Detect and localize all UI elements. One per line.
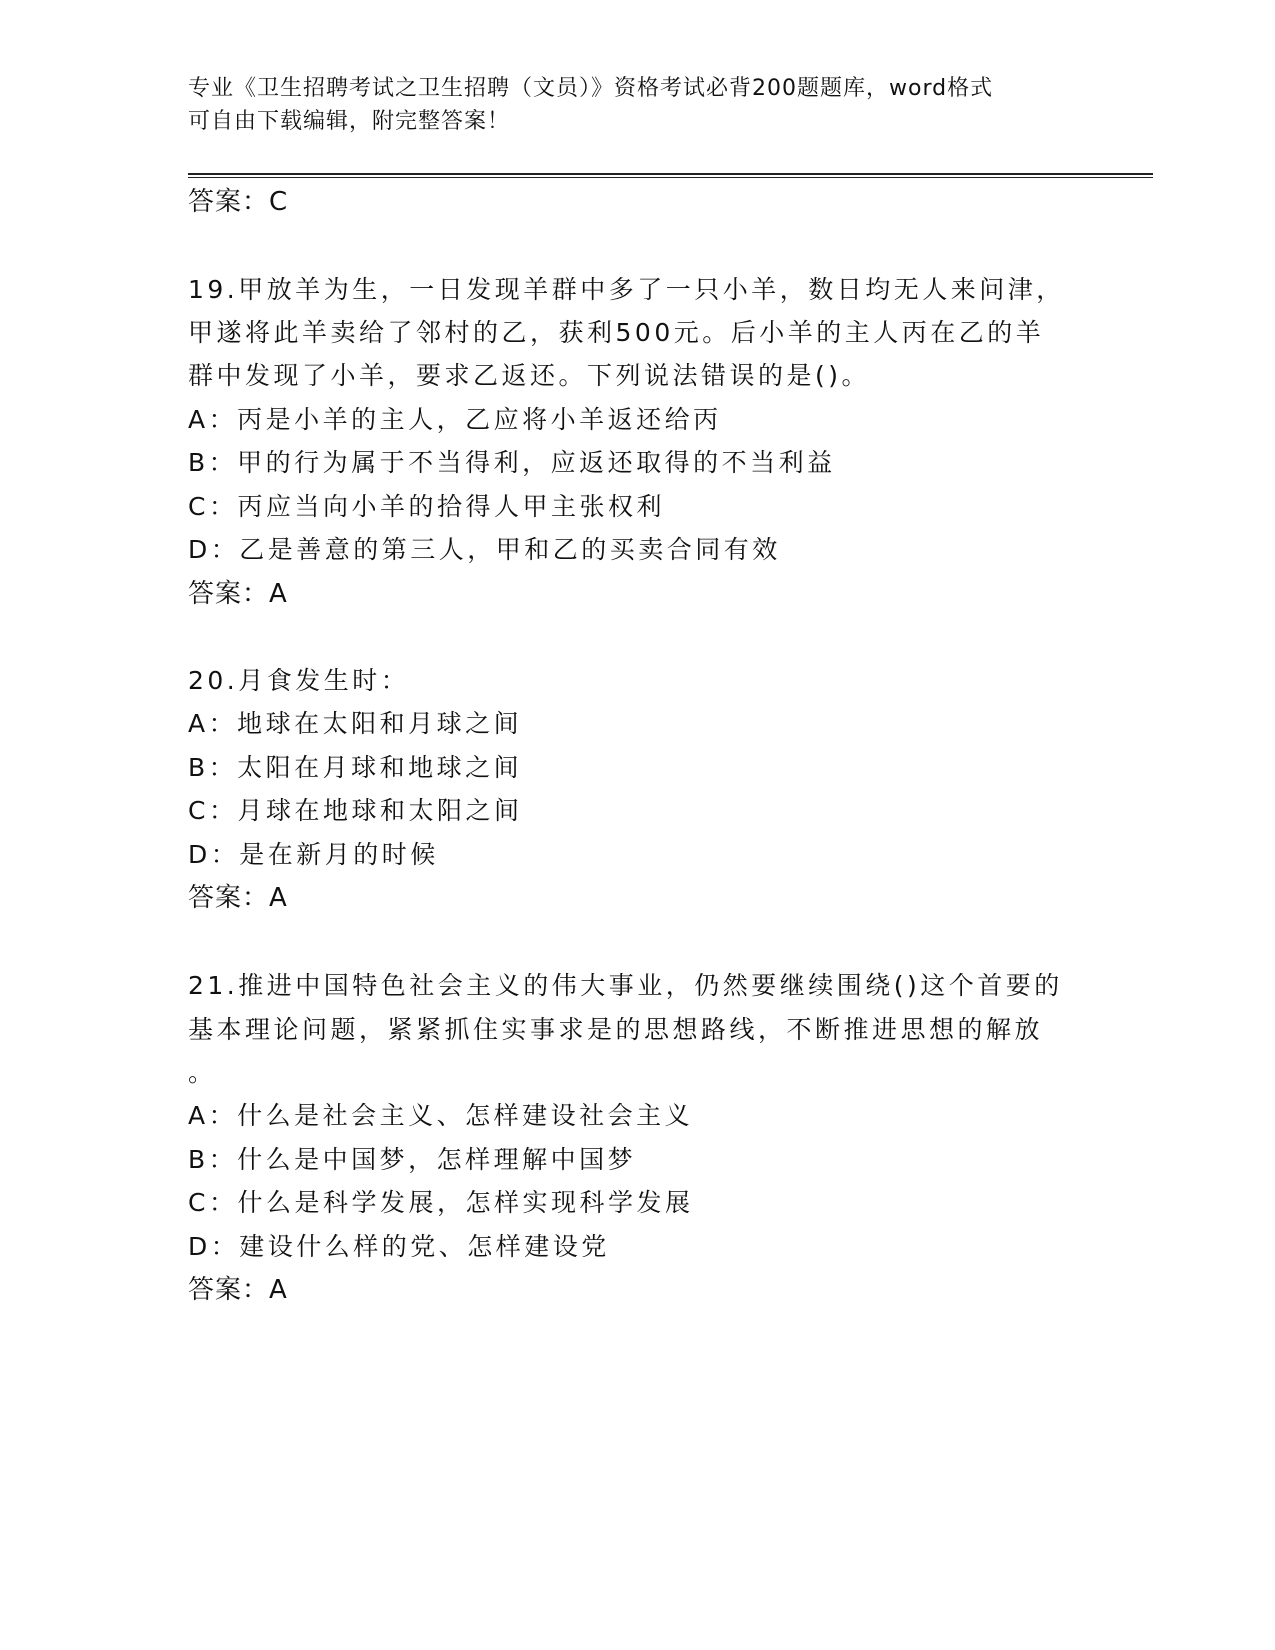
question-21-answer: 答案：A xyxy=(188,1275,288,1305)
question-19-option-c: C：丙应当向小羊的拾得人甲主张权利 xyxy=(188,492,665,521)
question-20-option-d: D：是在新月的时候 xyxy=(188,840,439,869)
question-20-option-b: B：太阳在月球和地球之间 xyxy=(188,753,523,782)
question-21-line-2: 基本理论问题，紧紧抓住实事求是的思想路线，不断推进思想的解放 xyxy=(188,1015,1044,1044)
question-20-answer: 答案：A xyxy=(188,883,288,913)
question-21-line-3: 。 xyxy=(188,1058,217,1087)
question-20-line-1: 20.月食发生时： xyxy=(188,666,410,695)
document-header xyxy=(188,72,1088,138)
question-19-option-b: B：甲的行为属于不当得利，应返还取得的不当利益 xyxy=(188,448,836,477)
question-19-answer: 答案：A xyxy=(188,579,288,609)
previous-question-answer: 答案：C xyxy=(188,187,289,217)
question-21-option-d: D：建设什么样的党、怎样建设党 xyxy=(188,1232,610,1261)
question-19-line-2: 甲遂将此羊卖给了邻村的乙，获利500元。后小羊的主人丙在乙的羊 xyxy=(188,318,1045,347)
question-19-option-a: A：丙是小羊的主人，乙应将小羊返还给丙 xyxy=(188,405,722,434)
question-21-option-c: C：什么是科学发展，怎样实现科学发展 xyxy=(188,1188,694,1217)
header-rule-top xyxy=(188,173,1153,175)
question-20-option-a: A：地球在太阳和月球之间 xyxy=(188,709,523,738)
question-19-line-1: 19.甲放羊为生，一日发现羊群中多了一只小羊，数日均无人来问津， xyxy=(188,275,1065,304)
question-21-option-a: A：什么是社会主义、怎样建设社会主义 xyxy=(188,1101,694,1130)
header-line-2: 可自由下载编辑，附完整答案！ xyxy=(188,109,511,134)
question-21-option-b: B：什么是中国梦，怎样理解中国梦 xyxy=(188,1145,637,1174)
question-19-option-d: D：乙是善意的第三人，甲和乙的买卖合同有效 xyxy=(188,535,781,564)
question-19-line-3: 群中发现了小羊，要求乙返还。下列说法错误的是()。 xyxy=(188,361,871,390)
header-line-1: 专业《卫生招聘考试之卫生招聘（文员）》资格考试必背200题题库，word格式 xyxy=(188,76,994,101)
question-20-option-c: C：月球在地球和太阳之间 xyxy=(188,796,523,825)
question-21-line-1: 21.推进中国特色社会主义的伟大事业，仍然要继续围绕()这个首要的 xyxy=(188,971,1063,1000)
header-rule-bottom xyxy=(188,177,1153,178)
